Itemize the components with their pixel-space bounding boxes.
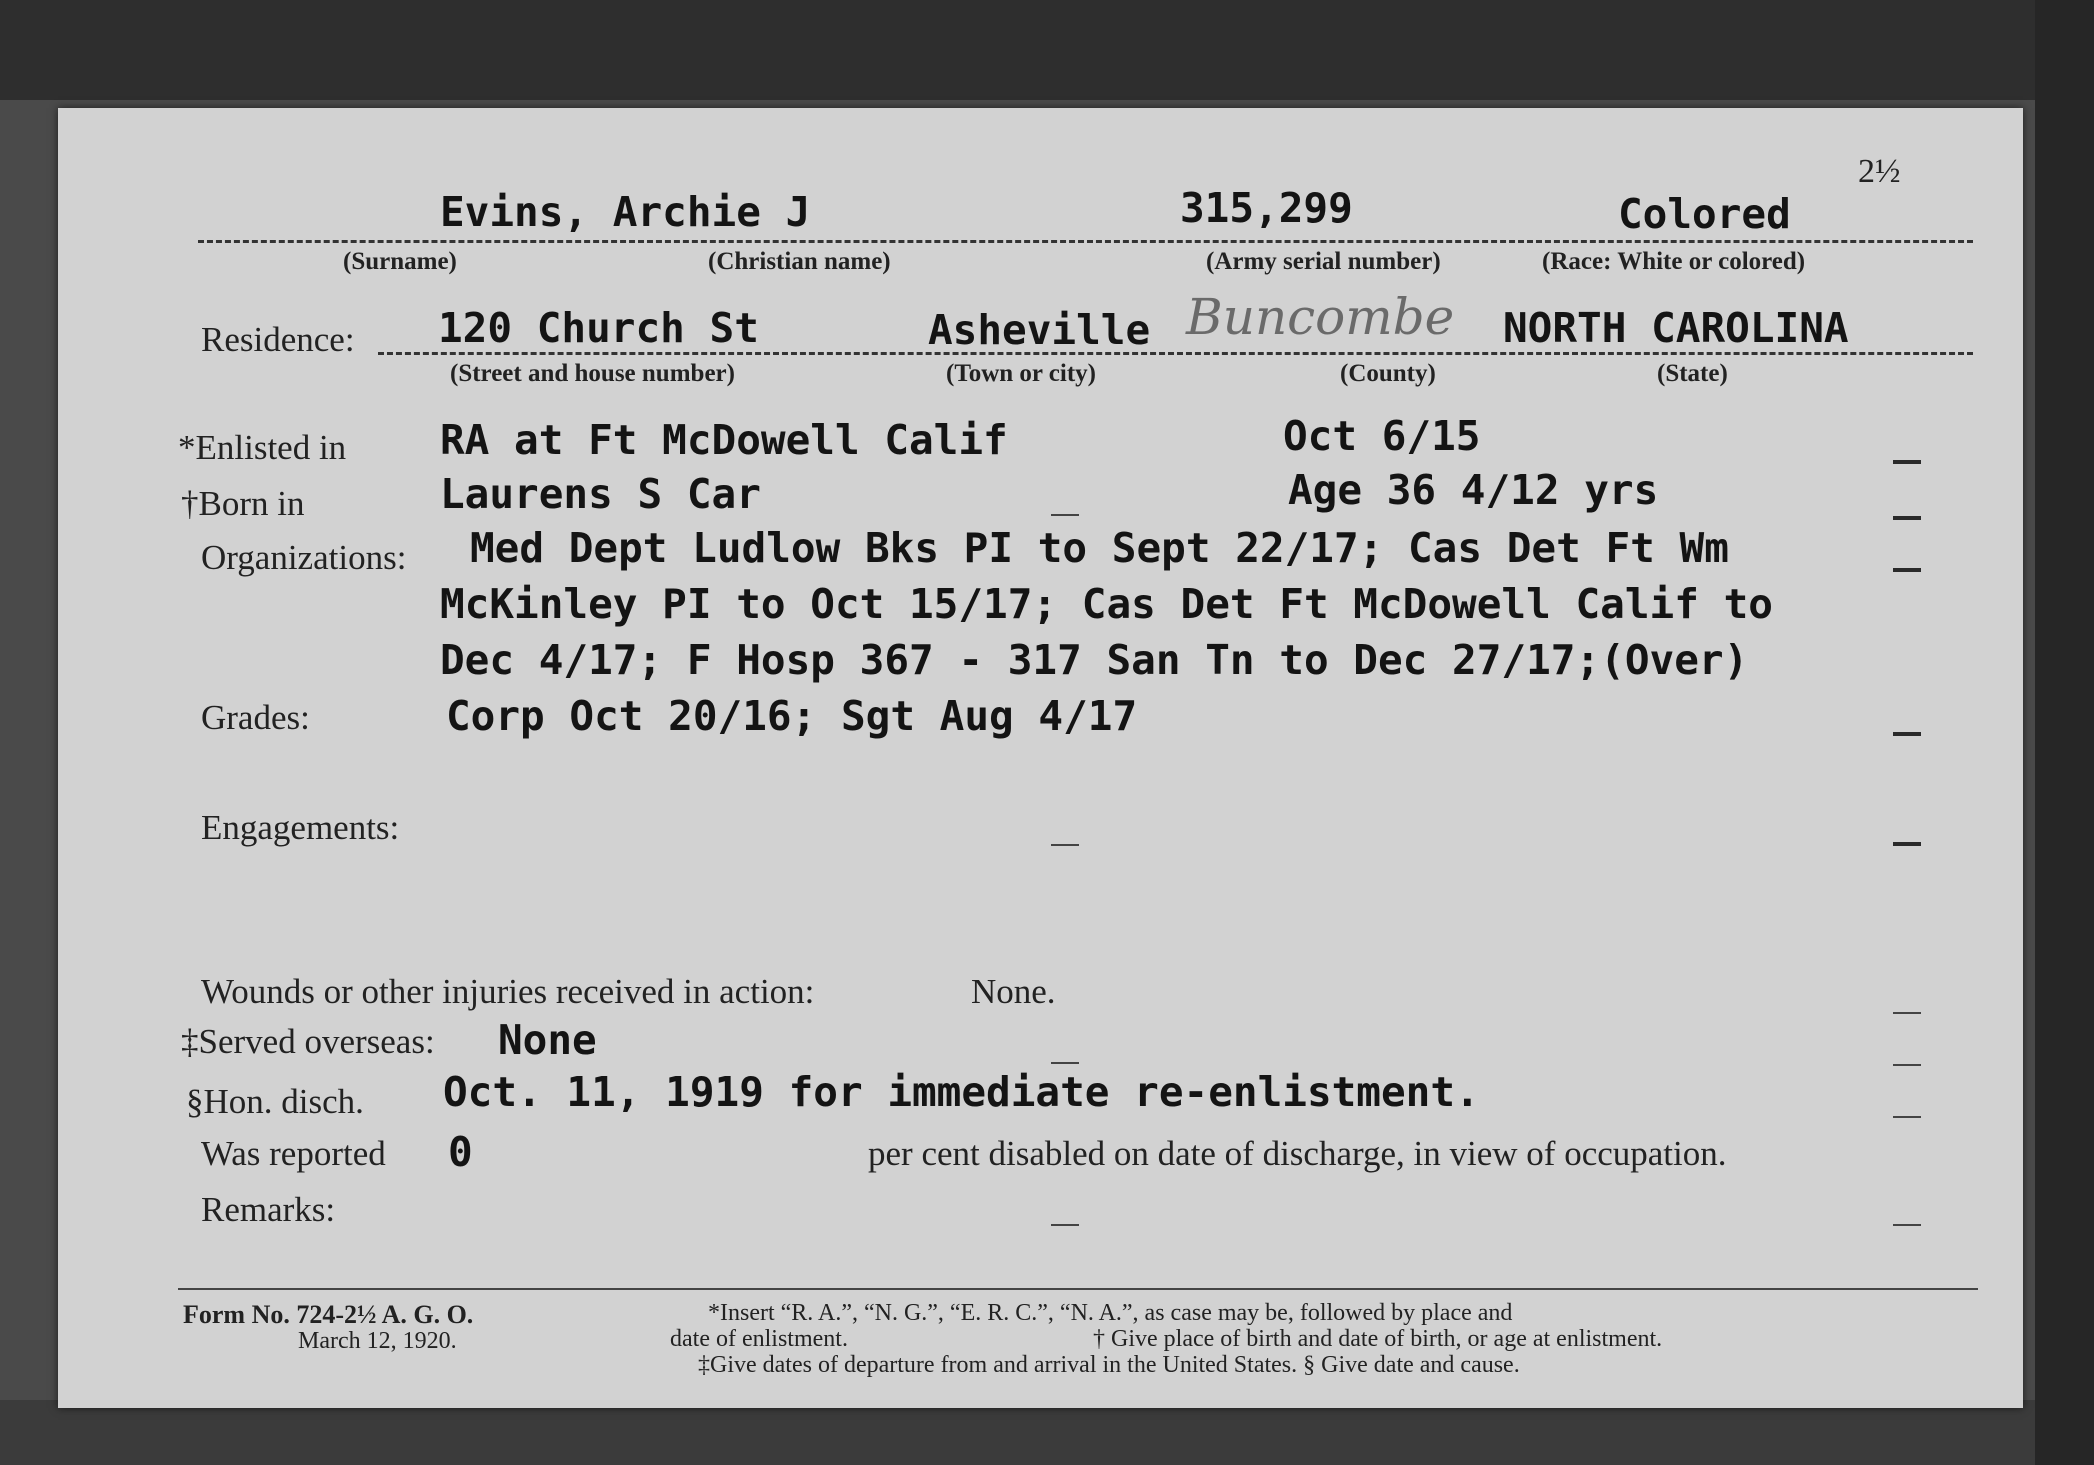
enlisted-date: Oct 6/15	[1283, 412, 1481, 460]
wounds-label: Wounds or other injuries received in action:	[201, 972, 815, 1011]
margin-tick	[1893, 568, 1921, 572]
margin-tick	[1893, 516, 1921, 520]
served-overseas-label: ‡Served overseas:	[181, 1022, 435, 1061]
was-reported-suffix: per cent disabled on date of discharge, in view of occupation.	[868, 1134, 1727, 1173]
surname-christian-name: Evins, Archie J	[440, 188, 811, 236]
corner-number: 2½	[1858, 153, 1901, 190]
organizations-label: Organizations:	[201, 538, 407, 577]
born-age: Age 36 4/12 yrs	[1288, 466, 1659, 514]
footnote-line-2a: date of enlistment.	[670, 1326, 848, 1352]
footnote-line-3: ‡Give dates of departure from and arrival in the United States. § Give date and cause.	[698, 1352, 1520, 1378]
form-number: Form No. 724-2½ A. G. O.	[183, 1300, 474, 1329]
born-place: Laurens S Car	[440, 470, 761, 518]
organizations-line-3: Dec 4/17; F Hosp 367 - 317 San Tn to Dec 27/17;(Over)	[440, 636, 1749, 684]
caption-surname: (Surname)	[343, 248, 457, 275]
enlisted-label: *Enlisted in	[178, 428, 347, 467]
organizations-line-1: Med Dept Ludlow Bks PI to Sept 22/17; Cas Det Ft Wm	[470, 524, 1729, 572]
wounds-value: None.	[971, 972, 1056, 1011]
residence-dotted-line	[378, 352, 1973, 355]
header-dotted-line	[198, 240, 1973, 243]
scan-background-right	[2035, 0, 2094, 1465]
margin-tick	[1893, 1012, 1921, 1014]
hon-disch-label: §Hon. disch.	[186, 1082, 364, 1121]
caption-christian-name: (Christian name)	[708, 248, 891, 275]
margin-tick	[1893, 1064, 1921, 1066]
residence-state: NORTH CAROLINA	[1503, 304, 1849, 352]
grades-value: Corp Oct 20/16; Sgt Aug 4/17	[446, 692, 1138, 740]
served-overseas-value: None	[498, 1016, 597, 1064]
race-value: Colored	[1618, 190, 1791, 238]
organizations-line-2: McKinley PI to Oct 15/17; Cas Det Ft McDowell Calif to	[440, 580, 1773, 628]
remarks-label: Remarks:	[201, 1190, 336, 1229]
caption-state: (State)	[1657, 360, 1728, 387]
mid-tick	[1051, 514, 1079, 516]
enlisted-place: RA at Ft McDowell Calif	[440, 416, 1008, 464]
was-reported-label: Was reported	[201, 1134, 386, 1173]
margin-tick	[1893, 732, 1921, 736]
footnote-line-2b: † Give place of birth and date of birth, or age at enlistment.	[1093, 1326, 1663, 1352]
was-reported-value: 0	[448, 1128, 473, 1176]
footer-rule	[178, 1288, 1978, 1290]
caption-army-serial: (Army serial number)	[1206, 248, 1441, 275]
residence-county-handwritten: Buncombe	[1186, 288, 1455, 346]
scan-background-top	[0, 0, 2094, 100]
margin-tick	[1893, 460, 1921, 464]
born-label: †Born in	[181, 484, 305, 523]
margin-tick	[1893, 1116, 1921, 1118]
margin-tick	[1893, 842, 1921, 846]
caption-county: (County)	[1340, 360, 1436, 387]
residence-label: Residence:	[201, 320, 355, 359]
caption-race: (Race: White or colored)	[1542, 248, 1806, 275]
mid-tick	[1051, 1062, 1079, 1064]
grades-label: Grades:	[201, 698, 310, 737]
army-serial-number: 315,299	[1180, 184, 1353, 232]
form-date: March 12, 1920.	[298, 1328, 457, 1354]
engagements-label: Engagements:	[201, 808, 400, 847]
service-record-card	[58, 108, 2023, 1408]
hon-disch-value: Oct. 11, 1919 for immediate re-enlistment.	[443, 1068, 1480, 1116]
scan-background-bottom	[0, 1400, 2094, 1465]
mid-tick	[1051, 1224, 1079, 1226]
caption-town: (Town or city)	[946, 360, 1096, 387]
mid-tick	[1051, 844, 1079, 846]
caption-street: (Street and house number)	[450, 360, 735, 387]
residence-street: 120 Church St	[438, 304, 759, 352]
margin-tick	[1893, 1224, 1921, 1226]
footnote-line-1: *Insert “R. A.”, “N. G.”, “E. R. C.”, “N. A.”, as case may be, followed by place and	[708, 1300, 1513, 1326]
residence-town: Asheville	[928, 306, 1151, 354]
